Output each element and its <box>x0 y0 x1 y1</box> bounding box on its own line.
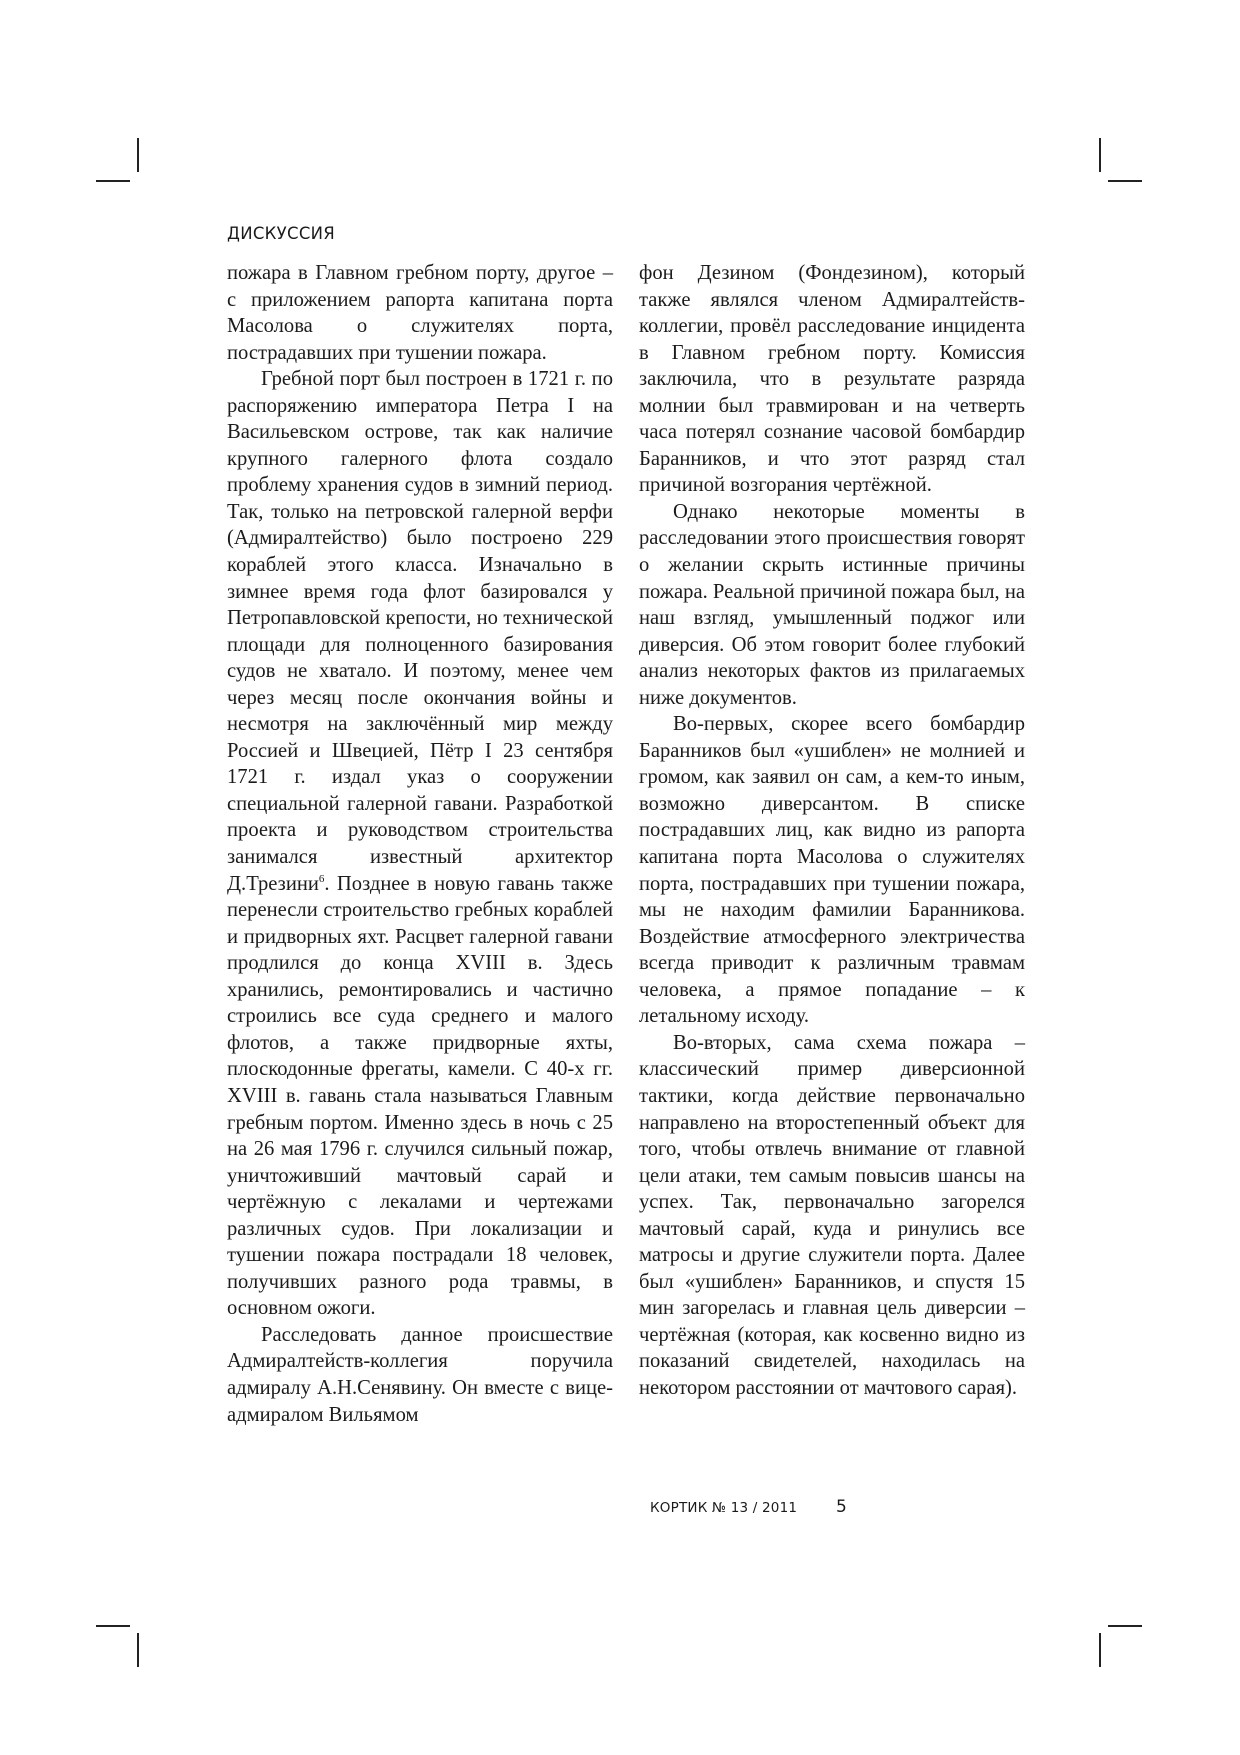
crop-mark-bottom-left-horizontal <box>96 1625 130 1627</box>
paragraph: Во-первых, скорее всего бомбардир Баранников был «ушиблен» не молнией и громом, как заявил он сам, а кем-то иным, возможно диверсантом. В списке пострадавших лиц, как видно из рапорта капитана порта Масолова о служителях порта, пострадавших при тушении пожара, мы не находим фамилии Баранникова. Воздействие атмосферного электричества всегда приводит к различным травмам человека, а прямое попадание – к летальному исходу. <box>639 713 1025 1028</box>
paragraph <box>227 366 613 1322</box>
paragraph: Во-вторых, сама схема пожара – классический пример диверсионной тактики, когда действие первоначально направлено на второстепенный объект для того, чтобы отвлечь внимание от главной цели атаки, тем самым повысив шансы на успех. Так, первоначально загорелся мачтовый сарай, куда и ринулись все матросы и другие служители порта. Далее был «ушиблен» Баранников, и спустя 15 мин загорелась и главная цель диверсии – чертёжная (которая, как косвенно видно из показаний свидетелей, находилась на некотором расстоянии от мачтового сарая). <box>639 1031 1025 1399</box>
paragraph-text: . Позднее в новую гавань также перенесли строительство гребных кораблей и придворных яхт. Расцвет галерной гавани продлился до конца XVIII в. Здесь хранились, ремонтировались и частично строились все суда среднего и малого флотов, а также придворные яхты, плоскодонные фрегаты, камели. С 40-х гг. XVIII в. гавань стала называться Главным гребным портом. Именно здесь в ночь с 25 на 26 мая 1796 г. случился сильный пожар, уничтоживший мачтовый сарай и чертёжную с лекалами и чертежами различных судов. При локализации и тушении пожара пострадали 18 человек, получивших разного рода травмы, в основном ожоги. <box>227 872 613 1320</box>
crop-mark-top-right-horizontal <box>1108 180 1142 182</box>
paragraph-text: Гребной порт был построен в 1721 г. по распоряжению императора Петра I на Васильевском острове, так как наличие крупного галерного флота создало проблему хранения судов в зимний период. Так, только на петровской галерной верфи (Адмиралтейство) было построено 229 кораблей этого класса. Изначально в зимнее время года флот базировался у Петропавловской крепости, но технической площади для полноценного базирования судов не хватало. И поэтому, менее чем через месяц после окончания войны и несмотря на заключённый мир между Россией и Швецией, Пётр I 23 сентября 1721 г. издал указ о сооружении специальной галерной гавани. Разработкой проекта и руководством строительства занимался известный архитектор Д.Трезини <box>227 368 613 895</box>
right-column <box>639 260 1025 1402</box>
paragraph: Расследовать данное происшествие Адмиралтейств-коллегия поручила адмиралу А.Н.Сенявину. Он вместе с вице-адмиралом Вильямом <box>227 1323 613 1426</box>
crop-mark-bottom-right-horizontal <box>1108 1625 1142 1627</box>
crop-mark-top-right-vertical <box>1099 138 1101 172</box>
paragraph: фон Дезином (Фондезином), который также являлся членом Адмиралтейств-коллегии, провёл расследование инцидента в Главном гребном порту. Комиссия заключила, что в результате разряда молнии был травмирован и на четверть часа потерял сознание часовой бомбардир Баранников, и что этот разряд стал причиной возгорания чертёжной. <box>639 262 1025 497</box>
crop-mark-top-left-vertical <box>137 138 139 172</box>
section-label: ДИСКУССИЯ <box>227 224 336 243</box>
page-number: 5 <box>836 1497 847 1517</box>
journal-footer: КОРТИК № 13 / 2011 <box>650 1500 798 1516</box>
crop-mark-top-left-horizontal <box>96 180 130 182</box>
paragraph: пожара в Главном гребном порту, другое – с приложением рапорта капитана порта Масолова о служителях порта, пострадавших при тушении пожара. <box>227 262 613 364</box>
crop-mark-bottom-right-vertical <box>1099 1633 1101 1667</box>
paragraph: Однако некоторые моменты в расследовании этого происшествия говорят о желании скрыть истинные причины пожара. Реальной причиной пожара был, на наш взгляд, умышленный поджог или диверсия. Об этом говорит более глубокий анализ некоторых фактов из прилагаемых ниже документов. <box>639 500 1025 709</box>
left-column <box>227 260 613 1428</box>
footnote-ref[interactable]: 6 <box>318 872 325 885</box>
crop-mark-bottom-left-vertical <box>137 1633 139 1667</box>
